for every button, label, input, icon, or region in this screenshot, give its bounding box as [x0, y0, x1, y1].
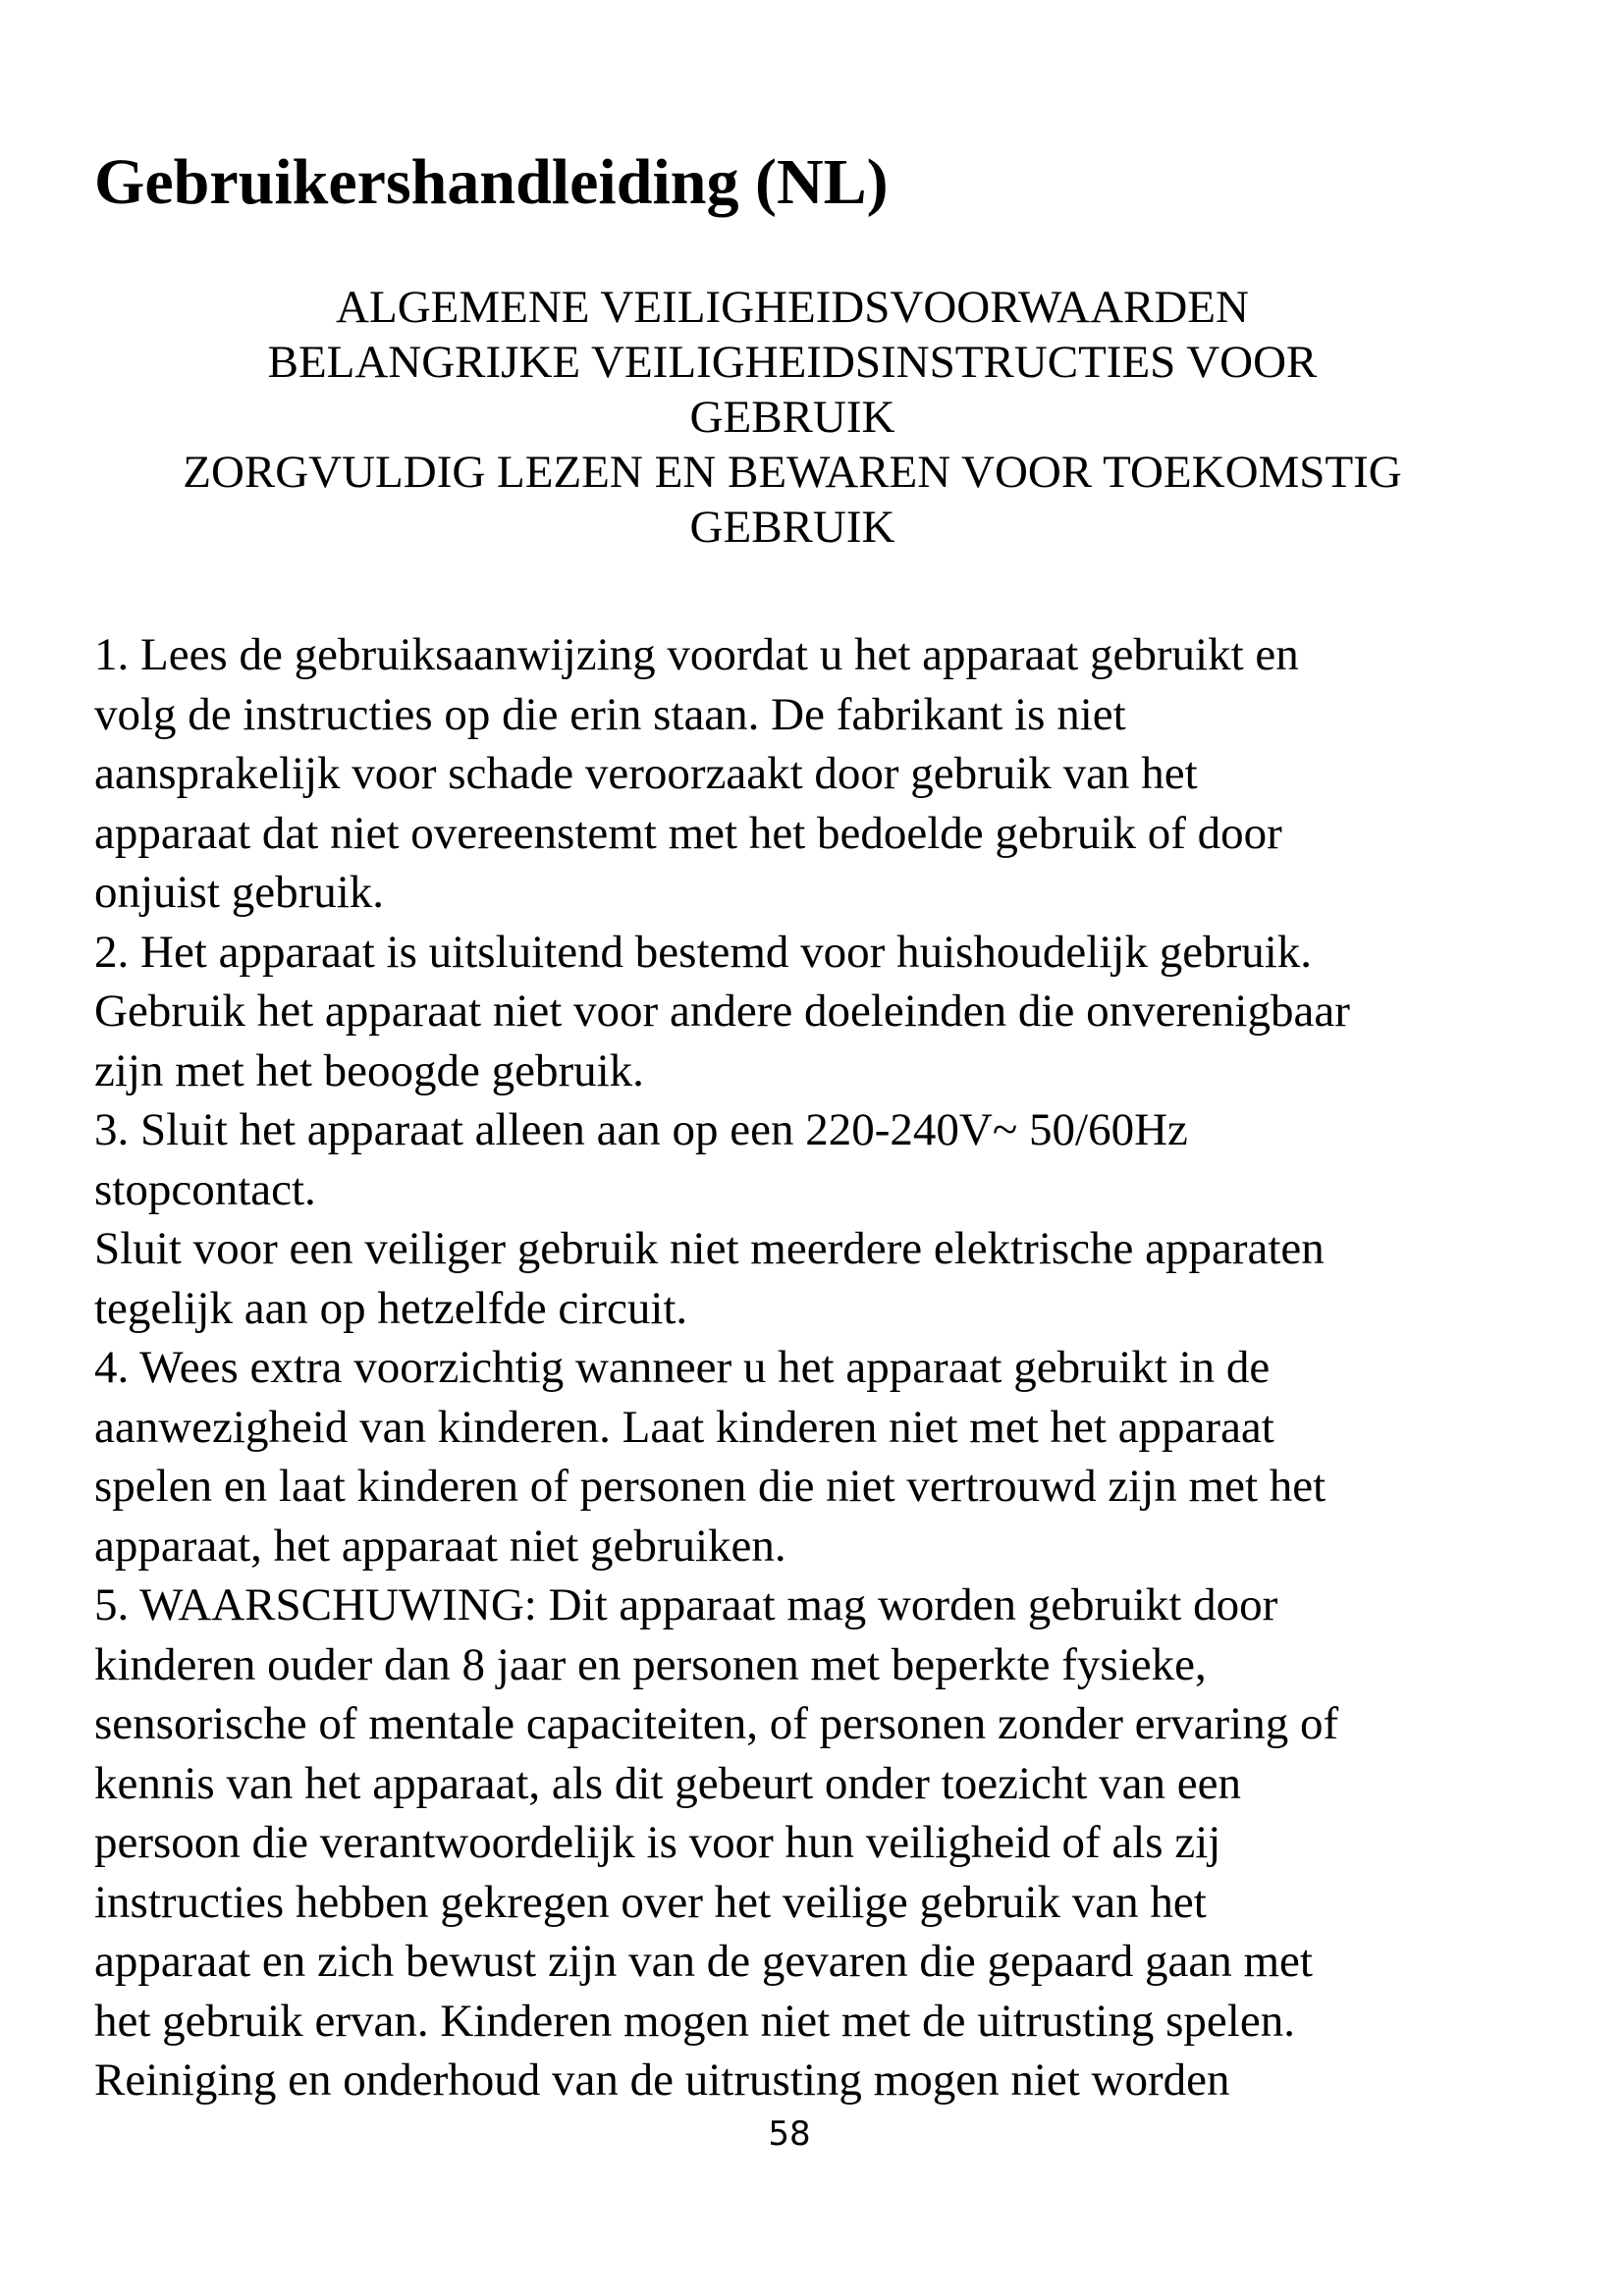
text-line: kennis van het apparaat, als dit gebeurt onder toezicht van een: [94, 1757, 1242, 1809]
header-line: BELANGRIJKE VEILIGHEIDSINSTRUCTIES VOOR: [267, 337, 1318, 388]
text-line: 5. WAARSCHUWING: Dit apparaat mag worden gebruikt door: [94, 1579, 1278, 1630]
text-line: 3. Sluit het apparaat alleen aan op een 220-240V~ 50/60Hz: [94, 1104, 1188, 1155]
text-line: apparaat dat niet overeenstemt met het bedoelde gebruik of door: [94, 807, 1282, 859]
header-line: ALGEMENE VEILIGHEIDSVOORWAARDEN: [336, 282, 1249, 333]
text-line: aansprakelijk voor schade veroorzaakt door gebruik van het: [94, 748, 1198, 799]
text-line: persoon die verantwoordelijk is voor hun veiligheid of als zij: [94, 1817, 1221, 1868]
instructions-body: [94, 625, 1528, 2110]
text-line: sensorische of mentale capaciteiten, of personen zonder ervaring of: [94, 1698, 1339, 1749]
text-line: stopcontact.: [94, 1163, 316, 1215]
text-line: Reiniging en onderhoud van de uitrusting mogen niet worden: [94, 2055, 1230, 2106]
header-line: ZORGVULDIG LEZEN EN BEWAREN VOOR TOEKOMSTIG: [183, 447, 1402, 498]
header-line: GEBRUIK: [689, 502, 895, 553]
text-line: aanwezigheid van kinderen. Laat kinderen niet met het apparaat: [94, 1401, 1274, 1453]
text-line: apparaat, het apparaat niet gebruiken.: [94, 1520, 786, 1572]
text-line: volg de instructies op die erin staan. De fabrikant is niet: [94, 688, 1126, 740]
safety-header: [94, 280, 1490, 555]
text-line: Sluit voor een veiliger gebruik niet meerdere elektrische apparaten: [94, 1223, 1325, 1274]
text-line: spelen en laat kinderen of personen die niet vertrouwd zijn met het: [94, 1461, 1326, 1512]
text-line: 4. Wees extra voorzichtig wanneer u het apparaat gebruikt in de: [94, 1342, 1271, 1393]
page-number: 58: [768, 2114, 811, 2154]
header-line: GEBRUIK: [689, 392, 895, 443]
text-line: 1. Lees de gebruiksaanwijzing voordat u het apparaat gebruikt en: [94, 629, 1299, 680]
text-line: instructies hebben gekregen over het veilige gebruik van het: [94, 1876, 1207, 1928]
text-line: Gebruik het apparaat niet voor andere doeleinden die onverenigbaar: [94, 986, 1350, 1037]
text-line: 2. Het apparaat is uitsluitend bestemd voor huishoudelijk gebruik.: [94, 926, 1313, 978]
text-line: tegelijk aan op hetzelfde circuit.: [94, 1282, 688, 1334]
text-line: het gebruik ervan. Kinderen mogen niet met de uitrusting spelen.: [94, 1995, 1295, 2047]
text-line: kinderen ouder dan 8 jaar en personen met beperkte fysieke,: [94, 1638, 1207, 1690]
text-line: onjuist gebruik.: [94, 867, 385, 918]
page-title: Gebruikershandleiding (NL): [94, 146, 889, 218]
text-line: apparaat en zich bewust zijn van de gevaren die gepaard gaan met: [94, 1936, 1313, 1987]
text-line: zijn met het beoogde gebruik.: [94, 1044, 644, 1096]
